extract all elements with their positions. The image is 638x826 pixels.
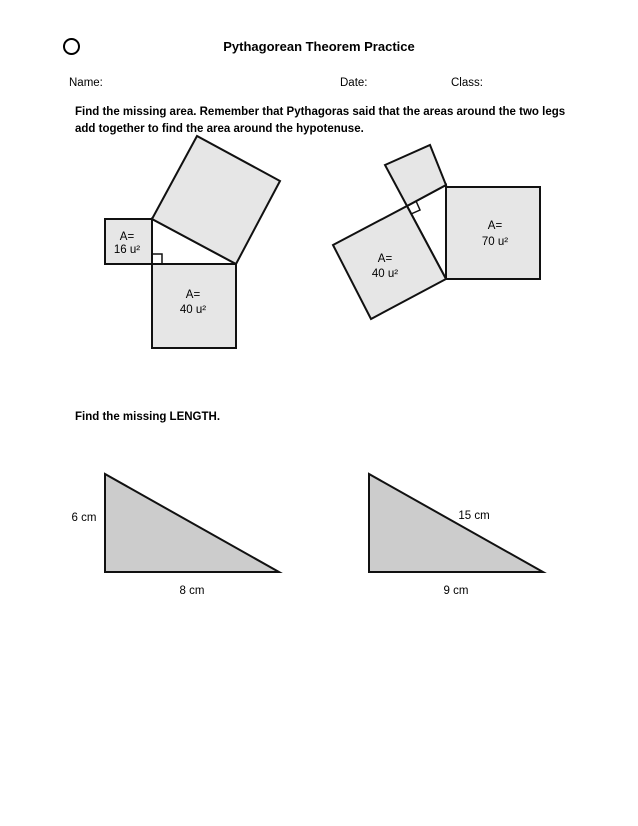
page-title: Pythagorean Theorem Practice — [223, 39, 415, 54]
figure1-bottom-area-label: A= — [185, 289, 201, 301]
figure1-small-area-value: 16 u² — [113, 244, 141, 256]
figure2-right-area-label: A= — [487, 220, 503, 232]
figure2-left-area-label: A= — [377, 253, 393, 265]
figure2-right-area-value: 70 u² — [481, 236, 509, 248]
triangle2-shape — [369, 474, 543, 572]
length-triangle-1 — [72, 474, 279, 597]
name-label: Name: — [69, 77, 103, 89]
date-label: Date: — [340, 77, 368, 89]
length-instruction: Find the missing LENGTH. — [75, 411, 221, 423]
figure1-bottom-area-value: 40 u² — [179, 304, 207, 316]
triangle1-leg-label: 6 cm — [71, 512, 97, 524]
area-instruction: Find the missing area. Remember that Pythagoras said that the areas around the two legs add together to find the area around the hypotenuse. — [75, 106, 566, 135]
length-triangle-2 — [369, 474, 543, 597]
triangle2-hypotenuse-label: 15 cm — [458, 510, 490, 522]
figure2-left-area-value: 40 u² — [371, 268, 399, 280]
triangle2-base-label: 9 cm — [443, 585, 469, 597]
triangle1-shape — [105, 474, 279, 572]
area-figure-2 — [333, 145, 540, 319]
class-label: Class: — [451, 77, 483, 89]
figure1-small-area-label: A= — [119, 231, 135, 243]
area-figure-1 — [105, 136, 280, 348]
figure2-right-square — [446, 187, 540, 279]
triangle1-base-label: 8 cm — [179, 585, 205, 597]
